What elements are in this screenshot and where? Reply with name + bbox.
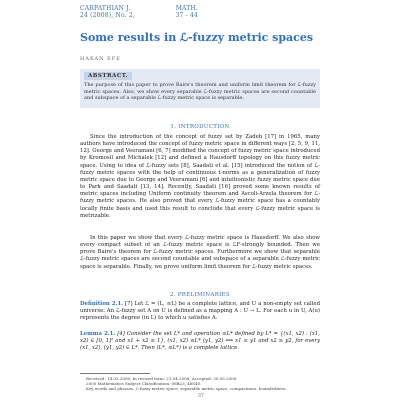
footnote-msc: 2000 Mathematics Subject Classification. 06B23, 46S40. — [86, 381, 202, 387]
lemma-2-1 — [80, 331, 320, 352]
definition-2-1 — [80, 301, 320, 322]
footnote-received: Received: 14.02.2008; In revised form: 21.04.2008; Accepted: 30.09.2008 — [86, 376, 237, 381]
lemma-text: [4] Consider the set L* and operation ≤L* defined by L* = {(x1, x2) : (x1, x2) ∈ [0, 1]² and x1 + x2 ≤ 1}, (x1, x2) ≤L* (y1, y2) ⟺ x1 ≤ y1 and x2 ≥ y2, for every (x1, x2), (y1, y2) ∈ L*. Then (L*, ≤L*) is a complete lattice. — [80, 331, 320, 352]
abstract-box — [80, 69, 320, 108]
footnotes — [80, 376, 320, 392]
paper-title: Some results in ℒ-fuzzy metric spaces — [80, 31, 314, 44]
lemma-label: Lemma 2.1. — [80, 331, 116, 337]
journal-header — [80, 5, 320, 19]
page-number: 37 — [198, 394, 204, 399]
abstract-label: ABSTRACT. — [84, 72, 132, 80]
page-range: 37 - 44 — [175, 12, 198, 19]
introduction-paragraph-2: In this paper we show that every ℒ-fuzzy metric space is Hausdorff. We also show every compact subset of an ℒ-fuzzy metric space is ℒF-strongly bounded. Then we prove Baire's theorem for ℒ-fuzzy metric spaces. Furthermore we show that separable ℒ-fuzzy metric spaces are second countable and subspace of a separable ℒ-fuzzy metric space is separable. Finally, we prove uniform limit theorem for ℒ-fuzzy metric spaces. — [80, 235, 320, 270]
definition-text: [7] Let ℒ = (L, ≤L) be a complete lattice, and U a non-empty set called universe. An ℒ-fuzzy set A on U is defined as a mapping A : U → L. For each u in U, A(u) represents the degree (in L) to which u satisfies A. — [80, 301, 320, 322]
journal-name: CARPATHIAN J. — [80, 5, 131, 12]
footnote-keywords: Key words and phrases. ℒ-fuzzy metric space, separable metric space, compactness, boundedness. — [86, 386, 287, 392]
author-name: HAKAN EFE — [80, 56, 121, 62]
introduction-paragraph-1: Since the introduction of the concept of fuzzy set by Zadeh [17] in 1965, many authors have introduced the concept of fuzzy metric space in different ways [2, 5, 9, 11, 12]. George and Veeramani [6, 7] modified the concept of fuzzy metric space introduced by Kromosil and Michalek [12] and defined a Hausdorff topology on this fuzzy metric space. Using to idea of ℒ-fuzzy sets [8], Saadati et al. [15] introduced the notion of ℒ-fuzzy metric spaces with the help of continuous t-norms as a generalization of fuzzy metric space due to George and Veeramani [6] and intuitionistic fuzzy metric space due to Park and Saadati [13, 14]. Recently, Saadati [16] proved some known results of metric spaces including Uniform continuity theorem and Ascoli-Arzela theorem for ℒ-fuzzy metric spaces. He also proved that every ℒ-fuzzy metric space has a countably locally finite basis and used this result to conclude that every ℒ-fuzzy metric space is metrizable. — [80, 134, 320, 219]
journal-subject: MATH. — [175, 5, 198, 12]
introduction-heading: 1. INTRODUCTION — [170, 124, 230, 130]
volume-issue: 24 (2008), No. 2, — [80, 12, 136, 19]
preliminaries-heading: 2. PRELIMINARIES — [169, 292, 231, 298]
abstract-text: The purpose of this paper to prove Baire's theorem and uniform limit theorem for ℒ-fuzzy metric spaces. Also, we show every separable ℒ-fuzzy metric spaces are second countable and subspace of a separable ℒ-fuzzy metric space is separable. — [84, 82, 316, 101]
definition-label: Definition 2.1. — [80, 301, 124, 307]
footnote-divider — [80, 373, 150, 374]
